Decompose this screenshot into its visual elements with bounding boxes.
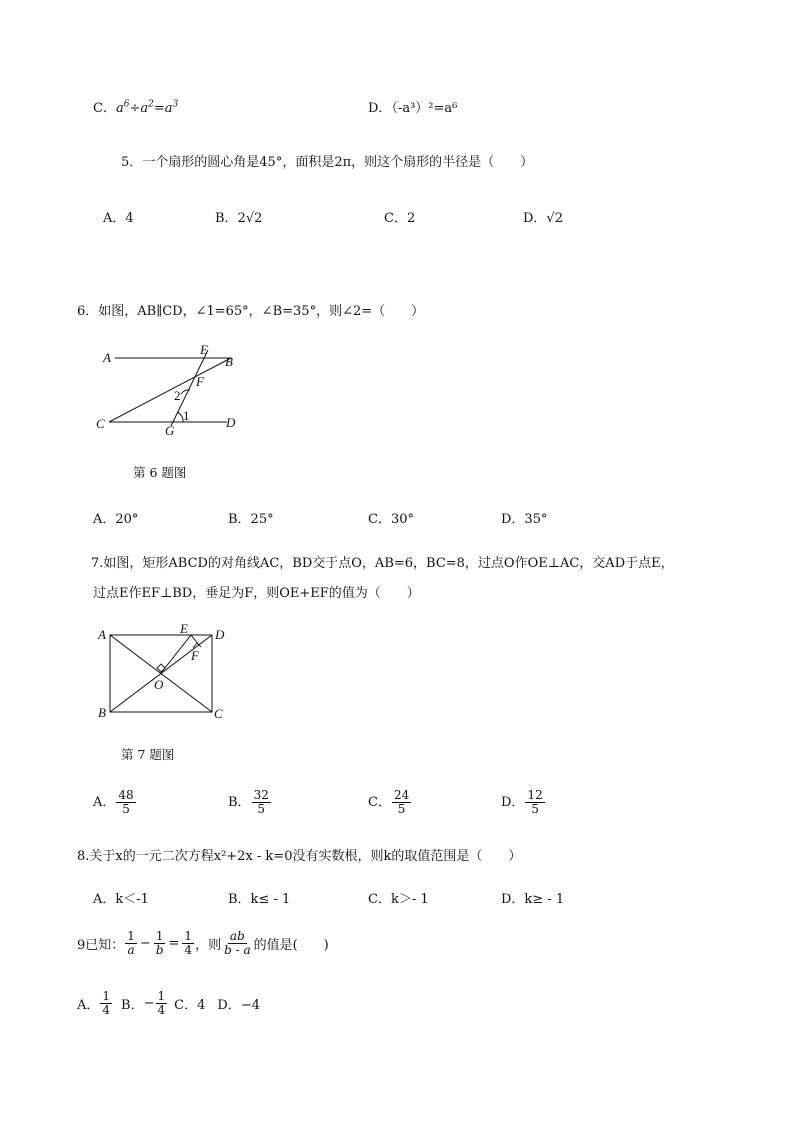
fraction: $\frac{1}{4}$ — [184, 929, 193, 957]
label-angle-1: 1 — [183, 408, 190, 423]
fraction: $\frac{1}{4}$ — [157, 989, 166, 1017]
q9-stem: 9已知： $\frac{1}{a}$ − $\frac{1}{b}$ = $\frac{1}{4}$ ，则 $\frac{ab}{b - a}$ 的值是( ) — [77, 929, 329, 957]
q9-option-d[interactable]: D．−4 — [217, 998, 260, 1013]
q9-option-a[interactable]: A． $\frac{1}{4}$ — [77, 989, 111, 1017]
q6-option-c[interactable]: C．30° — [368, 512, 414, 527]
label-a: A — [98, 627, 106, 642]
fraction: $\frac{1}{4}$ — [102, 989, 111, 1017]
q7-figure — [93, 624, 233, 724]
q7-option-b[interactable]: B． $\frac{32}{5}$ — [228, 788, 269, 816]
q6-option-a[interactable]: A．20° — [93, 512, 139, 527]
label-d: D — [226, 415, 236, 430]
q8-option-d[interactable]: D．k≥ - 1 — [501, 892, 565, 907]
q7-stem-line1: 7.如图，矩形ABCD的对角线AC，BD交于点O，AB=6，BC=8，过点O作OE⊥AC，交AD于点E， — [91, 556, 674, 571]
label-angle-2: 2 — [174, 388, 181, 403]
label-a: A — [103, 350, 111, 365]
q8-option-c[interactable]: C．k＞- 1 — [368, 892, 429, 907]
q7-option-a[interactable]: A． $\frac{48}{5}$ — [93, 788, 134, 816]
label-f: F — [196, 374, 204, 389]
fraction: $\frac{12}{5}$ — [527, 788, 543, 816]
q6-option-d[interactable]: D．35° — [501, 512, 548, 527]
line-cb — [109, 358, 231, 422]
label-c: C — [96, 416, 105, 431]
q4-option-c-expr: $a^6\div a^2=a^3$ — [115, 99, 179, 116]
q6-stem: 6．如图，AB∥CD，∠1=65°，∠B=35°，则∠2=（ ） — [77, 304, 425, 319]
q5-option-c[interactable]: C．2 — [384, 211, 416, 226]
label-b: B — [225, 354, 233, 369]
label-o: O — [154, 677, 164, 692]
label-f: F — [191, 648, 199, 663]
q7-stem-line2: 过点E作EF⊥BD，垂足为F，则OE+EF的值为（ ） — [93, 586, 420, 601]
q6-option-b[interactable]: B．25° — [228, 512, 274, 527]
q8-option-b[interactable]: B．k≤ - 1 — [228, 892, 291, 907]
fraction: $\frac{32}{5}$ — [253, 788, 269, 816]
q6-figure — [95, 338, 255, 438]
q5-option-b[interactable]: B．2√2 — [215, 211, 263, 226]
label-b: B — [98, 705, 106, 720]
label-e: E — [200, 342, 208, 357]
q6-caption: 第 6 题图 — [133, 465, 187, 480]
label-e: E — [180, 624, 188, 636]
q5-option-d[interactable]: D．√2 — [523, 211, 563, 226]
q7-option-c[interactable]: C． $\frac{24}{5}$ — [368, 788, 410, 816]
q9-option-b[interactable]: B． − $\frac{1}{4}$ — [121, 989, 166, 1017]
q5-stem: 5．一个扇形的圆心角是45°，面积是2π，则这个扇形的半径是（ ） — [121, 155, 534, 170]
label-c: C — [214, 706, 223, 721]
label-d: D — [215, 627, 225, 642]
q5-option-a[interactable]: A．4 — [103, 211, 134, 226]
q8-stem: 8.关于x的一元二次方程x²+2x - k=0没有实数根，则k的取值范围是（ ） — [77, 849, 522, 864]
fraction: $\frac{1}{a}$ — [127, 929, 135, 957]
q9-options — [77, 990, 260, 1017]
q4-option-c[interactable]: C．$a^6\div a^2=a^3$ — [93, 99, 179, 116]
fraction: $\frac{24}{5}$ — [393, 788, 410, 816]
q9-option-c[interactable]: C．4 — [174, 998, 206, 1013]
fraction: $\frac{1}{b}$ — [155, 929, 164, 957]
q8-option-a[interactable]: A．k＜-1 — [93, 892, 149, 907]
label-g: G — [165, 423, 175, 438]
fraction: $\frac{48}{5}$ — [118, 788, 134, 816]
fraction: $\frac{ab}{b - a}$ — [224, 929, 251, 957]
q4-option-d[interactable]: D．（-a³）²=a⁶ — [368, 101, 458, 116]
q7-option-d[interactable]: D． $\frac{12}{5}$ — [501, 788, 543, 816]
q7-caption: 第 7 题图 — [121, 747, 175, 762]
